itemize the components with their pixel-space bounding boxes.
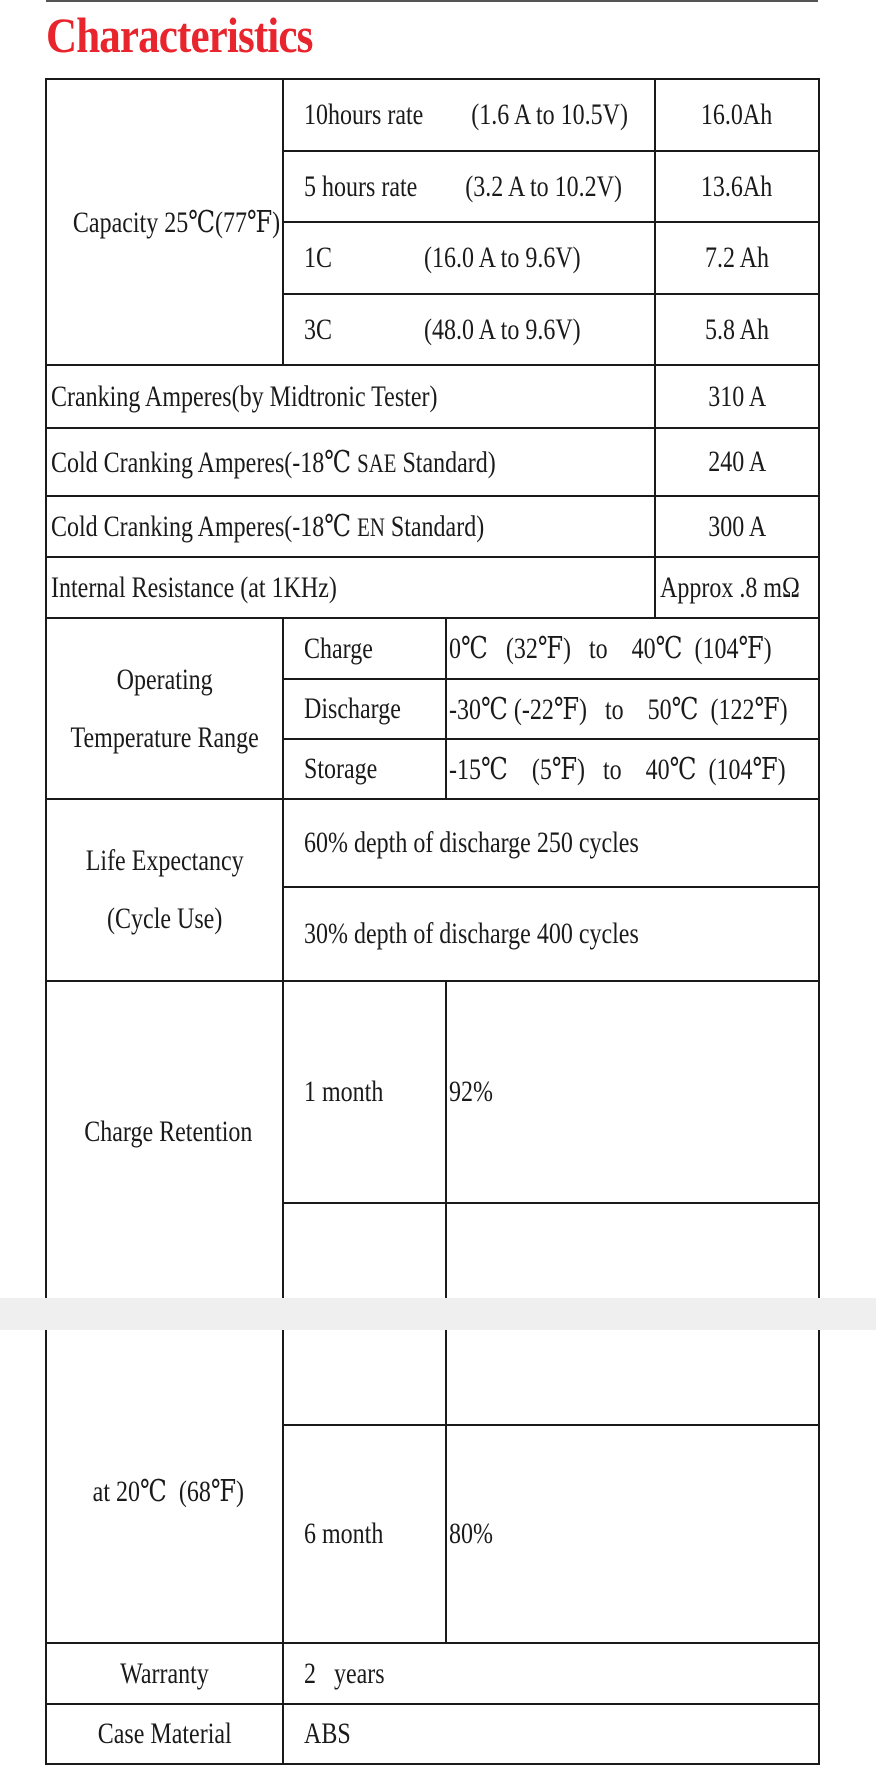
- cca-sae-label-cell: [46, 428, 655, 496]
- charge-retention-row: [46, 981, 819, 1203]
- operating-temp-range-cell: [446, 679, 819, 739]
- cca-en-label-end: Standard): [384, 510, 485, 543]
- operating-temp-range-cell: [446, 618, 819, 679]
- charge-retention-value-cell: [446, 1425, 819, 1643]
- operating-temp-mode-cell: [283, 739, 446, 799]
- capacity-value: 5.8 Ah: [705, 312, 770, 346]
- life-expectancy-value: 60% depth of discharge 250 cycles: [304, 826, 639, 859]
- operating-temp-mode: Storage: [304, 752, 378, 785]
- charge-retention-label: Charge Retention: [84, 1115, 253, 1148]
- charge-retention-period-cell: [283, 1425, 446, 1643]
- capacity-rate: 10hours rate: [304, 98, 424, 131]
- capacity-rate-cell: [283, 79, 655, 151]
- cca-sae-standard: SAE: [357, 448, 397, 478]
- top-rule: [46, 0, 818, 2]
- capacity-value-cell: [655, 222, 819, 294]
- charge-retention-label-line3: at 20℃ (68℉): [92, 1475, 244, 1508]
- cca-en-label-cell: [46, 496, 655, 557]
- case-material-value: ABS: [304, 1717, 351, 1750]
- capacity-condition: (48.0 A to 9.6V): [424, 312, 581, 346]
- capacity-value-cell: [655, 151, 819, 222]
- capacity-row: [46, 79, 819, 151]
- cca-en-standard: EN: [357, 513, 385, 542]
- capacity-rate-cell: [283, 294, 655, 365]
- capacity-rate: 3C: [304, 312, 333, 346]
- bottom-strip: [0, 1298, 876, 1330]
- case-material-value-cell: [283, 1704, 819, 1764]
- cca-en-label: Cold Cranking Amperes(-18℃: [51, 510, 358, 543]
- capacity-value-cell: [655, 79, 819, 151]
- operating-temp-label: Operating: [116, 662, 213, 696]
- cranking-row: [46, 365, 819, 428]
- cranking-label-cell: [46, 365, 655, 428]
- charge-retention-period-cell: [283, 981, 446, 1203]
- cca-en-value: 300 A: [708, 509, 767, 543]
- life-expectancy-label-cell: [46, 799, 283, 981]
- charge-retention-period: 6 month: [304, 1516, 384, 1550]
- warranty-row: [46, 1643, 819, 1704]
- page-title: Characteristics: [46, 7, 313, 63]
- capacity-value: 7.2 Ah: [705, 241, 770, 274]
- operating-temp-label-cell: [46, 618, 283, 799]
- charge-retention-value-cell: [446, 981, 819, 1203]
- operating-temp-mode: Discharge: [304, 692, 401, 725]
- case-material-row: [46, 1704, 819, 1764]
- capacity-rate-cell: [283, 222, 655, 294]
- capacity-label-cell: [46, 79, 283, 365]
- internal-resistance-label: Internal Resistance (at 1KHz): [51, 570, 337, 604]
- charge-retention-value: 80%: [449, 1516, 493, 1550]
- life-expectancy-value: 30% depth of discharge 400 cycles: [304, 917, 639, 950]
- capacity-rate: 1C: [304, 241, 333, 274]
- life-expectancy-label: Life Expectancy: [85, 844, 244, 877]
- capacity-value: 13.6Ah: [701, 169, 773, 203]
- operating-temp-range: 0℃ (32℉) to 40℃ (104℉): [449, 632, 772, 665]
- cranking-label: Cranking Amperes(by Midtronic Tester): [51, 379, 438, 413]
- capacity-condition: (1.6 A to 10.5V): [471, 98, 628, 131]
- operating-temp-mode-cell: [283, 679, 446, 739]
- internal-resistance-value: Approx .8 mΩ: [660, 570, 800, 604]
- cca-en-row: [46, 496, 819, 557]
- capacity-value-cell: [655, 294, 819, 365]
- cca-en-value-cell: [655, 496, 819, 557]
- operating-temp-label-line2: Temperature Range: [70, 720, 259, 754]
- operating-temp-mode-cell: [283, 618, 446, 679]
- operating-temp-row: [46, 618, 819, 679]
- life-expectancy-value-cell: [283, 799, 819, 887]
- characteristics-table: [45, 78, 820, 1765]
- cranking-value-cell: [655, 365, 819, 428]
- operating-temp-mode: Charge: [304, 631, 373, 665]
- capacity-rate: 5 hours rate: [304, 169, 418, 203]
- case-material-label: Case Material: [97, 1717, 232, 1750]
- operating-temp-range: -15℃ (5℉) to 40℃ (104℉): [449, 752, 786, 786]
- capacity-condition: (3.2 A to 10.2V): [465, 169, 622, 203]
- internal-resistance-row: [46, 557, 819, 618]
- operating-temp-range-cell: [446, 739, 819, 799]
- cca-sae-value-cell: [655, 428, 819, 496]
- charge-retention-period: 1 month: [304, 1074, 384, 1108]
- life-expectancy-row: [46, 799, 819, 887]
- warranty-label-cell: [46, 1643, 283, 1704]
- charge-retention-value: 92%: [449, 1074, 493, 1108]
- life-expectancy-value-cell: [283, 887, 819, 981]
- internal-resistance-value-cell: [655, 557, 819, 618]
- capacity-value: 16.0Ah: [701, 98, 773, 131]
- cca-sae-value: 240 A: [708, 445, 767, 478]
- warranty-value: 2 years: [304, 1656, 385, 1690]
- warranty-value-cell: [283, 1643, 819, 1704]
- cca-sae-label-end: Standard): [396, 445, 496, 479]
- warranty-label: Warranty: [120, 1656, 209, 1690]
- case-material-label-cell: [46, 1704, 283, 1764]
- cca-sae-row: [46, 428, 819, 496]
- operating-temp-range: -30℃ (-22℉) to 50℃ (122℉): [449, 692, 788, 726]
- capacity-label: Capacity 25℃(77℉): [72, 205, 281, 239]
- life-expectancy-label-line2: (Cycle Use): [106, 902, 223, 935]
- cca-sae-label: Cold Cranking Amperes(-18℃: [51, 445, 358, 479]
- capacity-rate-cell: [283, 151, 655, 222]
- internal-resistance-label-cell: [46, 557, 655, 618]
- cranking-value: 310 A: [708, 379, 767, 413]
- capacity-condition: (16.0 A to 9.6V): [424, 241, 581, 274]
